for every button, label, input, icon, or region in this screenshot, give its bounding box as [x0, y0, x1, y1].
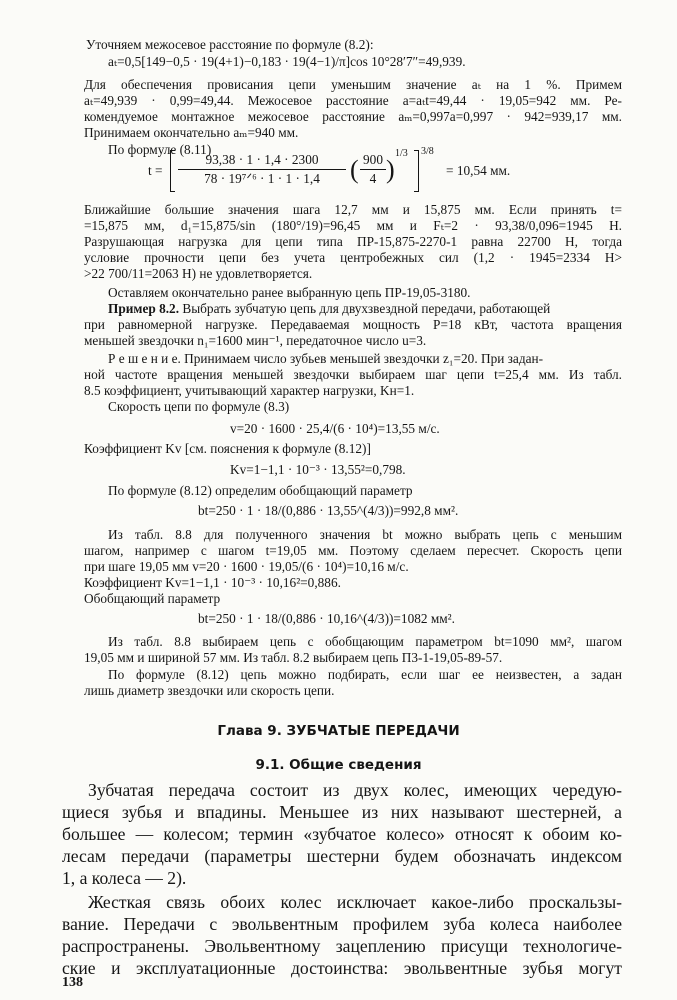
- body-line: вание. Передачи с эвольвентным профилем зуба колеса наиболее: [62, 914, 622, 934]
- text-line: Коэффициент Kv [см. пояснения к формуле (8.12)]: [84, 441, 371, 456]
- text-line: =15,875 мм, d₁=15,875/sin (180°/19)=96,45 мм и Fₜ=2 · 93,38/0,096=1945 Н.: [84, 218, 622, 233]
- text-line: Для обеспечения провисания цепи уменьшим значение aₜ на 1 %. Примем: [84, 77, 622, 92]
- body-line: Зубчатая передача состоит из двух колес, имеющих чередую-: [88, 780, 622, 800]
- text-line: ной частоте вращения меньшей звездочки выбираем шаг цепи t=25,4 мм. Из табл.: [84, 367, 622, 382]
- text-line: шагом, например с шагом t=19,05 мм. Поэтому сделаем пересчет. Скорость цепи: [84, 543, 622, 558]
- fraction-numerator: 93,38 · 1 · 1,4 · 2300: [178, 152, 346, 170]
- formula-rhs: = 10,54 мм.: [446, 163, 511, 178]
- solution-label: Р е ш е н и е.: [108, 351, 181, 366]
- inner-numerator: 900: [360, 152, 386, 170]
- page-number: 138: [62, 975, 83, 990]
- text-line: aₜ=49,939 · 0,99=49,44. Межосевое расстояние a=aₜt=49,44 · 19,05=942 мм. Ре-: [84, 93, 622, 108]
- section-title: 9.1. Общие сведения: [255, 757, 422, 773]
- solution-line: [108, 351, 622, 367]
- text-line: По формуле (8.12) цепь можно подбирать, если шаг ее неизвестен, а задан: [108, 667, 622, 682]
- body-line: большее — колесом; термин «зубчатое колесо» относят к обоим ко-: [62, 824, 622, 844]
- inner-denominator: 4: [369, 171, 377, 186]
- formula-lhs: t =: [148, 163, 163, 178]
- text-line: Обобщающий параметр: [84, 591, 221, 606]
- bracket-left: [170, 150, 175, 192]
- example-label: Пример 8.2.: [108, 301, 180, 316]
- text-line: >22 700/11=2063 Н) не удовлетворяется.: [84, 266, 313, 281]
- bracket-right: [414, 150, 419, 192]
- body-line: распространены. Эвольвентному зацеплению присущи технологиче-: [62, 936, 622, 956]
- text-line: Из табл. 8.8 выбираем цепь с обобщающим параметром bt=1090 мм², шагом: [108, 634, 622, 649]
- text-line: 8.5 коэффициент, учитывающий характер нагрузки, Kн=1.: [84, 383, 415, 398]
- text-line: комендуемое монтажное межосевое расстояние aₘ=0,997a=0,997 · 942=939,17 мм.: [84, 109, 622, 124]
- text-line: Уточняем межосевое расстояние по формуле (8.2):: [86, 37, 374, 52]
- body-line: ские и эксплуатационные достоинства: эвольвентные зубья могут: [62, 958, 622, 978]
- text-line: Скорость цепи по формуле (8.3): [108, 399, 290, 414]
- main-fraction: [178, 152, 346, 187]
- body-line: Жесткая связь обоих колес исключает какое-либо проскальзы-: [88, 892, 622, 912]
- fraction-denominator: 78 · 19⁷ᐟ⁶ · 1 · 1 · 1,4: [204, 171, 320, 186]
- chapter-title: Глава 9. ЗУБЧАТЫЕ ПЕРЕДАЧИ: [217, 723, 460, 739]
- formula-8-11: [148, 148, 528, 194]
- equation-line: v=20 · 1600 · 25,4/(6 · 10⁴)=13,55 м/с.: [230, 421, 440, 436]
- text-line: 19,05 мм и шириной 57 мм. Из табл. 8.2 выбираем цепь П3-1-19,05-89-57.: [84, 650, 503, 665]
- text-line: По формуле (8.12) определим обобщающий параметр: [108, 483, 413, 498]
- example-text: Выбрать зубчатую цепь для двухзвездной передачи, работающей: [179, 301, 551, 316]
- text-line: Разрушающая нагрузка для цепи типа ПР-15,875-2270-1 равна 22700 Н, тогда: [84, 234, 622, 249]
- body-line: 1, а колеса — 2).: [62, 868, 187, 888]
- example-heading-line: [108, 301, 622, 317]
- text-line: при равномерной нагрузке. Передаваемая мощность P=18 кВт, частота вращения: [84, 317, 622, 332]
- inner-fraction: [360, 152, 386, 187]
- equation-line: bt=250 · 1 · 18/(0,886 · 13,55^(4/3))=992,8 мм².: [198, 503, 459, 518]
- text-line: Принимаем окончательно aₘ=940 мм.: [84, 125, 299, 140]
- text-line: условие прочности цепи без учета центробежных сил (1,2 · 1945=2334 Н>: [84, 250, 622, 265]
- inner-exponent: 1/3: [395, 148, 408, 159]
- equation-line: aₜ=0,5[149−0,5 · 19(4+1)−0,183 · 19(4−1)/π]cos 10°28′7″=49,939.: [108, 54, 466, 69]
- equation-line: bt=250 · 1 · 18/(0,886 · 10,16^(4/3))=1082 мм².: [198, 611, 455, 626]
- body-line: лесам передачи (параметры шестерни будем обозначать индексом: [62, 846, 622, 866]
- solution-text: Принимаем число зубьев меньшей звездочки z₁=20. При задан-: [180, 351, 544, 366]
- text-line: Из табл. 8.8 для полученного значения bt можно выбрать цепь с меньшим: [108, 527, 622, 542]
- text-line: при шаге 19,05 мм v=20 · 1600 · 19,05/(6 · 10⁴)=10,16 м/с.: [84, 559, 409, 574]
- text-line: Ближайшие большие значения шага 12,7 мм и 15,875 мм. Если принять t=: [84, 202, 622, 217]
- text-line: По формуле (8.11): [108, 142, 212, 157]
- text-line: Оставляем окончательно ранее выбранную цепь ПР-19,05-3180.: [108, 285, 471, 300]
- text-line: лишь диаметр звездочки или скорость цепи.: [84, 683, 335, 698]
- text-line: Коэффициент Kv=1−1,1 · 10⁻³ · 10,16²=0,886.: [84, 575, 341, 590]
- body-line: щиеся зубья и впадины. Меньшее из них называют шестерней, а: [62, 802, 622, 822]
- outer-exponent: 3/8: [421, 146, 434, 157]
- equation-line: Kv=1−1,1 · 10⁻³ · 13,55²=0,798.: [230, 462, 406, 477]
- paren-close: ): [386, 155, 395, 184]
- paren-open: (: [350, 155, 359, 184]
- text-line: меньшей звездочки n₁=1600 мин⁻¹, передаточное число u=3.: [84, 333, 427, 348]
